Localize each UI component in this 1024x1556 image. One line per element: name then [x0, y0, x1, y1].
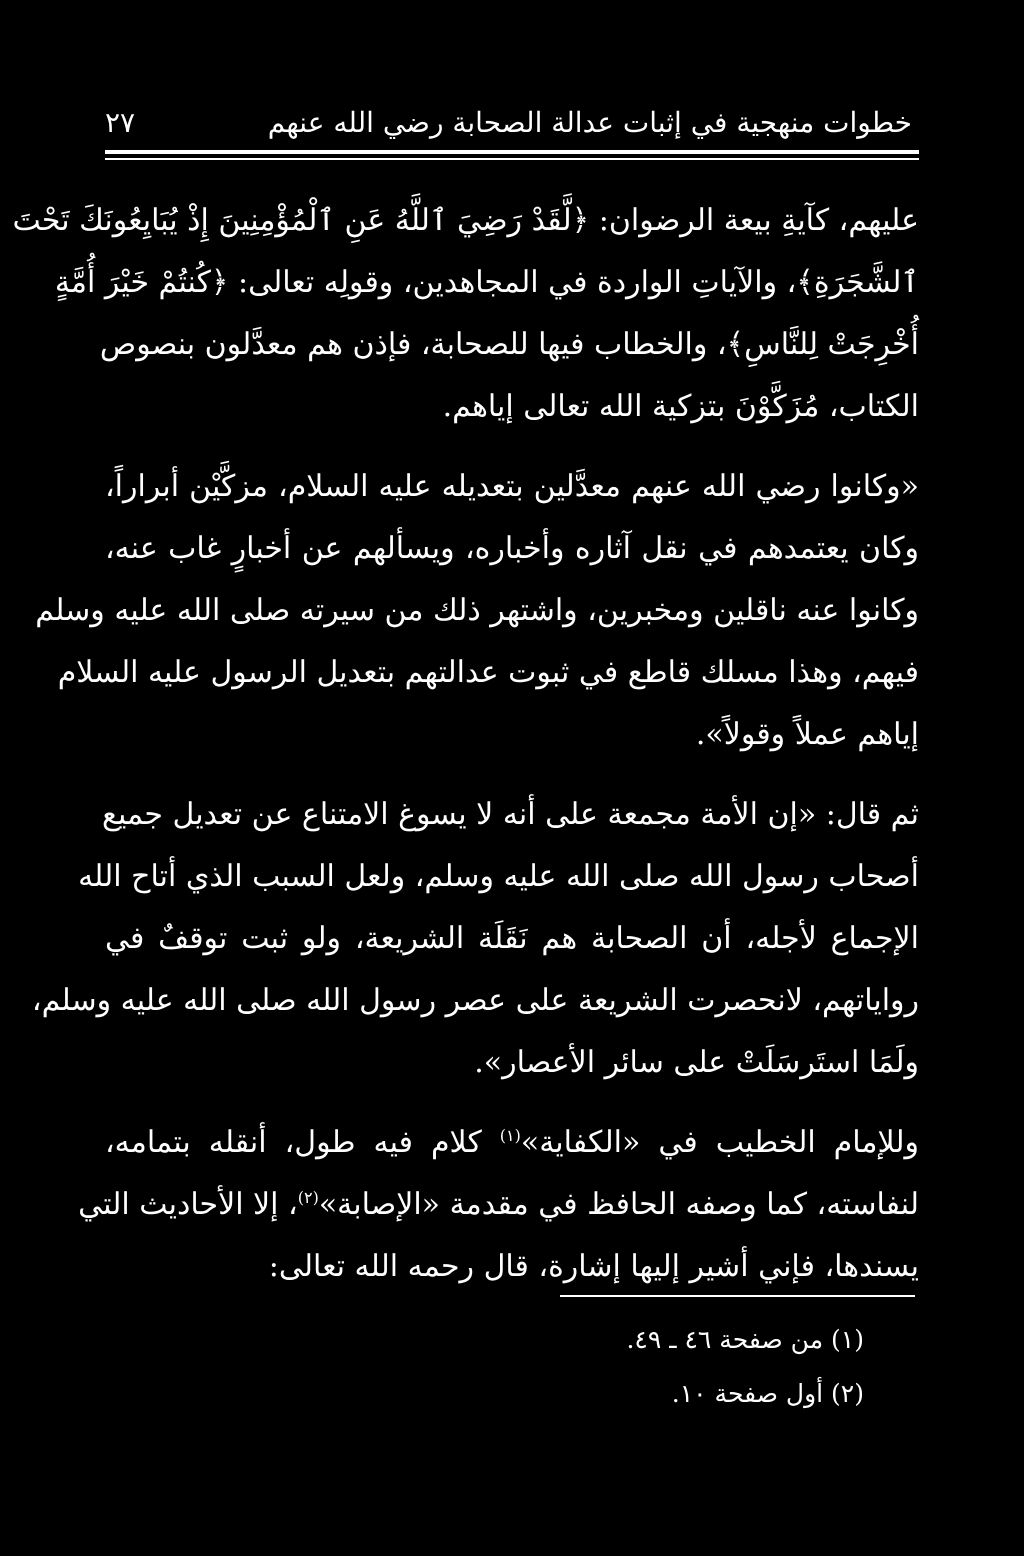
text-line	[105, 1112, 919, 1174]
text-line: الكتاب، مُزَكَّوْنَ بتزكية الله تعالى إياهم.	[442, 389, 919, 424]
text-line: «وكانوا رضي الله عنهم معدَّلين بتعديله عليه السلام، مزكَّيْن أبراراً،	[105, 469, 919, 504]
page-number: ٢٧	[105, 105, 136, 139]
text-line: أُخْرِجَتْ لِلنَّاسِ﴾، والخطاب فيها للصحابة، فإذن هم معدَّلون بنصوص	[99, 327, 919, 362]
paragraph-1	[12, 190, 919, 438]
footnote-1: (١) من صفحة ٤٦ ـ ٤٩.	[626, 1325, 864, 1354]
text-segment: لنفاسته، كما وصفه الحافظ في مقدمة «الإصابة»	[318, 1187, 919, 1222]
text-segment: وللإمام الخطيب في «الكفاية»	[520, 1125, 919, 1160]
text-line	[78, 1174, 919, 1236]
header-rule-thick	[105, 150, 919, 154]
header-rule-thin	[105, 158, 919, 160]
text-segment: ، إلا الأحاديث التي	[78, 1187, 298, 1222]
footnote-separator	[560, 1295, 915, 1297]
text-line: إياهم عملاً وقولاً».	[695, 717, 919, 752]
text-line: ثم قال: «إن الأمة مجمعة على أنه لا يسوغ الامتناع عن تعديل جميع	[102, 797, 919, 832]
text-line: الإجماع لأجله، أن الصحابة هم نَقَلَة الشريعة، ولو ثبت توقفٌ في	[105, 921, 919, 956]
text-line: فيهم، وهذا مسلك قاطع في ثبوت عدالتهم بتعديل الرسول عليه السلام	[57, 655, 919, 690]
text-segment: كلام فيه طول، أنقله بتمامه،	[105, 1125, 482, 1160]
paragraph-4	[78, 1112, 919, 1298]
page-header	[105, 100, 912, 144]
paragraph-3	[31, 784, 919, 1094]
text-line: رواياتهم، لانحصرت الشريعة على عصر رسول الله صلى الله عليه وسلم،	[31, 983, 919, 1018]
text-line: وكان يعتمدهم في نقل آثاره وأخباره، ويسألهم عن أخبارٍ غاب عنه،	[105, 531, 919, 566]
footnote-mark-2[interactable]: (٢)	[297, 1188, 319, 1207]
text-line: عليهم، كآيةِ بيعة الرضوان: ﴿لَّقَدْ رَضِيَ ٱللَّهُ عَنِ ٱلْمُؤْمِنِينَ إِذْ يُبَايِعُونَكَ تَحْتَ	[12, 203, 919, 238]
footnote-mark-1[interactable]: (١)	[499, 1126, 521, 1145]
text-line: ولَمَا استَرسَلَتْ على سائر الأعصار».	[474, 1045, 919, 1080]
running-title: خطوات منهجية في إثبات عدالة الصحابة رضي الله عنهم	[267, 105, 912, 139]
footnotes	[364, 1313, 864, 1421]
footnote-2: (٢) أول صفحة ١٠.	[671, 1379, 864, 1408]
main-text	[12, 190, 919, 1316]
text-line: وكانوا عنه ناقلين ومخبرين، واشتهر ذلك من سيرته صلى الله عليه وسلم	[35, 593, 919, 628]
paragraph-2	[35, 456, 919, 766]
text-line: يسندها، فإني أشير إليها إشارة، قال رحمه الله تعالى:	[268, 1249, 919, 1284]
text-line: ٱلشَّجَرَةِ﴾، والآياتِ الواردة في المجاهدين، وقولِه تعالى: ﴿كُنتُمْ خَيْرَ أُمَّةٍ	[54, 265, 919, 300]
text-line: أصحاب رسول الله صلى الله عليه وسلم، ولعل السبب الذي أتاح الله	[78, 859, 919, 894]
